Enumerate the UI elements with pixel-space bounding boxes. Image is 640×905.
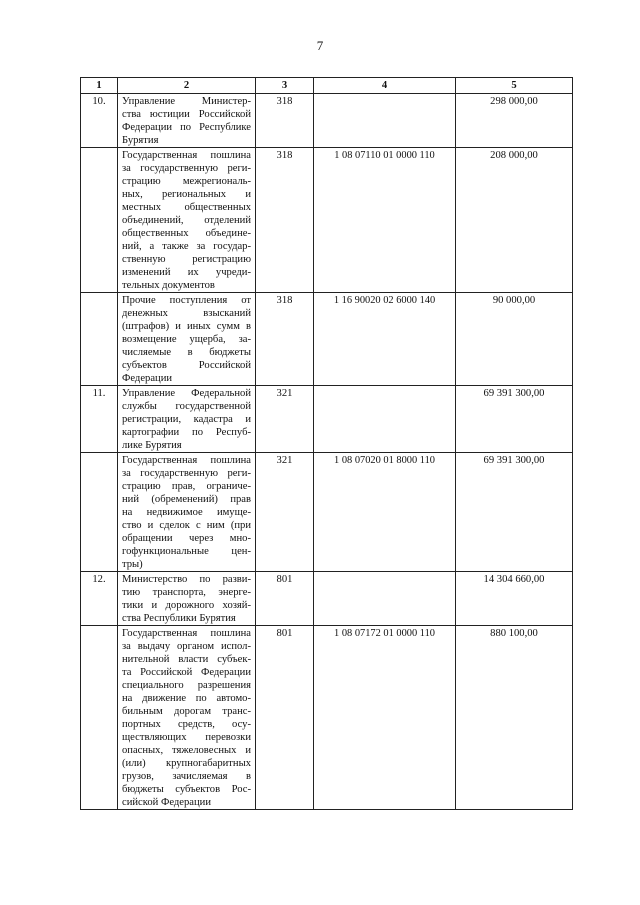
row-name-line: картографии по Респуб- [122, 427, 251, 438]
admin-code: 318 [256, 148, 314, 293]
amount: 880 100,00 [456, 626, 573, 810]
row-number [81, 626, 118, 810]
row-name [118, 293, 256, 386]
row-name-line: тры) [122, 559, 143, 570]
table-row [81, 94, 573, 148]
column-header: 3 [256, 78, 314, 94]
table-row [81, 148, 573, 293]
row-name-line: числяемые в бюджеты [122, 347, 251, 358]
row-name [118, 572, 256, 626]
budget-classification-code [314, 572, 456, 626]
table-row [81, 572, 573, 626]
row-number [81, 293, 118, 386]
table-row [81, 293, 573, 386]
row-name-line: лике Бурятия [122, 440, 182, 451]
row-name-line: местных общественных [122, 202, 251, 213]
row-name-line: денежных взысканий [122, 308, 251, 319]
row-name-line: Государственная пошлина [122, 455, 251, 466]
row-name-line: (или) крупногабаритных [122, 758, 251, 769]
row-number [81, 453, 118, 572]
table-row [81, 626, 573, 810]
page-number: 7 [316, 38, 324, 53]
row-name-line: Государственная пошлина [122, 628, 251, 639]
row-name-line: на недвижимое имуще- [122, 507, 251, 518]
row-name-line: опасных, тяжеловесных и [122, 745, 251, 756]
table-body [81, 94, 573, 810]
row-name [118, 626, 256, 810]
row-name-line: Министерство по разви- [122, 574, 251, 585]
amount: 69 391 300,00 [456, 386, 573, 453]
row-name-line: тельных документов [122, 280, 215, 291]
row-name [118, 453, 256, 572]
amount: 69 391 300,00 [456, 453, 573, 572]
budget-classification-code: 1 08 07110 01 0000 110 [314, 148, 456, 293]
table-row [81, 386, 573, 453]
row-name-line: специального разрешения [122, 680, 251, 691]
row-name-line: тию транспорта, энерге- [122, 587, 251, 598]
admin-code: 801 [256, 626, 314, 810]
row-name [118, 94, 256, 148]
budget-classification-code: 1 08 07020 01 8000 110 [314, 453, 456, 572]
row-name-line: страцию прав, ограниче- [122, 481, 251, 492]
row-name-line: сийской Федерации [122, 797, 211, 808]
row-name-line: ства юстиции Российской [122, 109, 251, 120]
admin-code: 318 [256, 94, 314, 148]
admin-code: 321 [256, 386, 314, 453]
row-name-line: ний, а также за государ- [122, 241, 251, 252]
row-name [118, 148, 256, 293]
revenue-table [80, 77, 573, 810]
column-header: 5 [456, 78, 573, 94]
row-name-line: субъектов Российской [122, 360, 251, 371]
row-name-line: ний (обременений) прав [122, 494, 251, 505]
row-name-line: Управление Федеральной [122, 388, 251, 399]
row-name-line: ства Республики Бурятия [122, 613, 236, 624]
row-name [118, 386, 256, 453]
row-name-line: бюджеты субъектов Рос- [122, 784, 251, 795]
row-name-line: Федерации по Республике [122, 122, 251, 133]
column-header: 1 [81, 78, 118, 94]
row-name-line: Прочие поступления от [122, 295, 251, 306]
row-name-line: та Российской Федерации [122, 667, 251, 678]
row-number: 12. [81, 572, 118, 626]
amount: 208 000,00 [456, 148, 573, 293]
row-name-line: страцию межрегиональ- [122, 176, 251, 187]
row-name-line: обращении через мно- [122, 533, 251, 544]
row-name-line: возмещение ущерба, за- [122, 334, 251, 345]
admin-code: 318 [256, 293, 314, 386]
row-name-line: (штрафов) и иных сумм в [122, 321, 251, 332]
column-header: 2 [118, 78, 256, 94]
row-number [81, 148, 118, 293]
row-name-line: ство и сделок с ним (при [122, 520, 251, 531]
row-name-line: за выдачу органом испол- [122, 641, 251, 652]
row-name-line: гофункциональные цен- [122, 546, 251, 557]
table-header-row [81, 78, 573, 94]
table-row [81, 453, 573, 572]
budget-classification-code: 1 08 07172 01 0000 110 [314, 626, 456, 810]
row-name-line: нительной власти субъек- [122, 654, 251, 665]
row-name-line: за государственную реги- [122, 163, 251, 174]
row-name-line: объединений, отделений [122, 215, 251, 226]
row-name-line: ных, региональных и [122, 189, 251, 200]
row-name-line: Федерации [122, 373, 173, 384]
column-header: 4 [314, 78, 456, 94]
row-name-line: общественных объедине- [122, 228, 251, 239]
row-number: 10. [81, 94, 118, 148]
row-name-line: на движение по автомо- [122, 693, 251, 704]
row-name-line: ществляющих перевозки [122, 732, 251, 743]
row-name-line: изменений их учреди- [122, 267, 251, 278]
budget-classification-code: 1 16 90020 02 6000 140 [314, 293, 456, 386]
admin-code: 321 [256, 453, 314, 572]
budget-classification-code [314, 94, 456, 148]
amount: 90 000,00 [456, 293, 573, 386]
row-name-line: за государственную реги- [122, 468, 251, 479]
row-name-line: ственную регистрацию [122, 254, 251, 265]
row-number: 11. [81, 386, 118, 453]
row-name-line: тики и дорожного хозяй- [122, 600, 251, 611]
row-name-line: регистрации, кадастра и [122, 414, 251, 425]
row-name-line: Бурятия [122, 135, 159, 146]
row-name-line: портных средств, осу- [122, 719, 251, 730]
budget-classification-code [314, 386, 456, 453]
amount: 14 304 660,00 [456, 572, 573, 626]
amount: 298 000,00 [456, 94, 573, 148]
row-name-line: бильным дорогам транс- [122, 706, 251, 717]
row-name-line: службы государственной [122, 401, 251, 412]
row-name-line: Управление Министер- [122, 96, 251, 107]
row-name-line: Государственная пошлина [122, 150, 251, 161]
row-name-line: грузов, зачисляемая в [122, 771, 251, 782]
admin-code: 801 [256, 572, 314, 626]
